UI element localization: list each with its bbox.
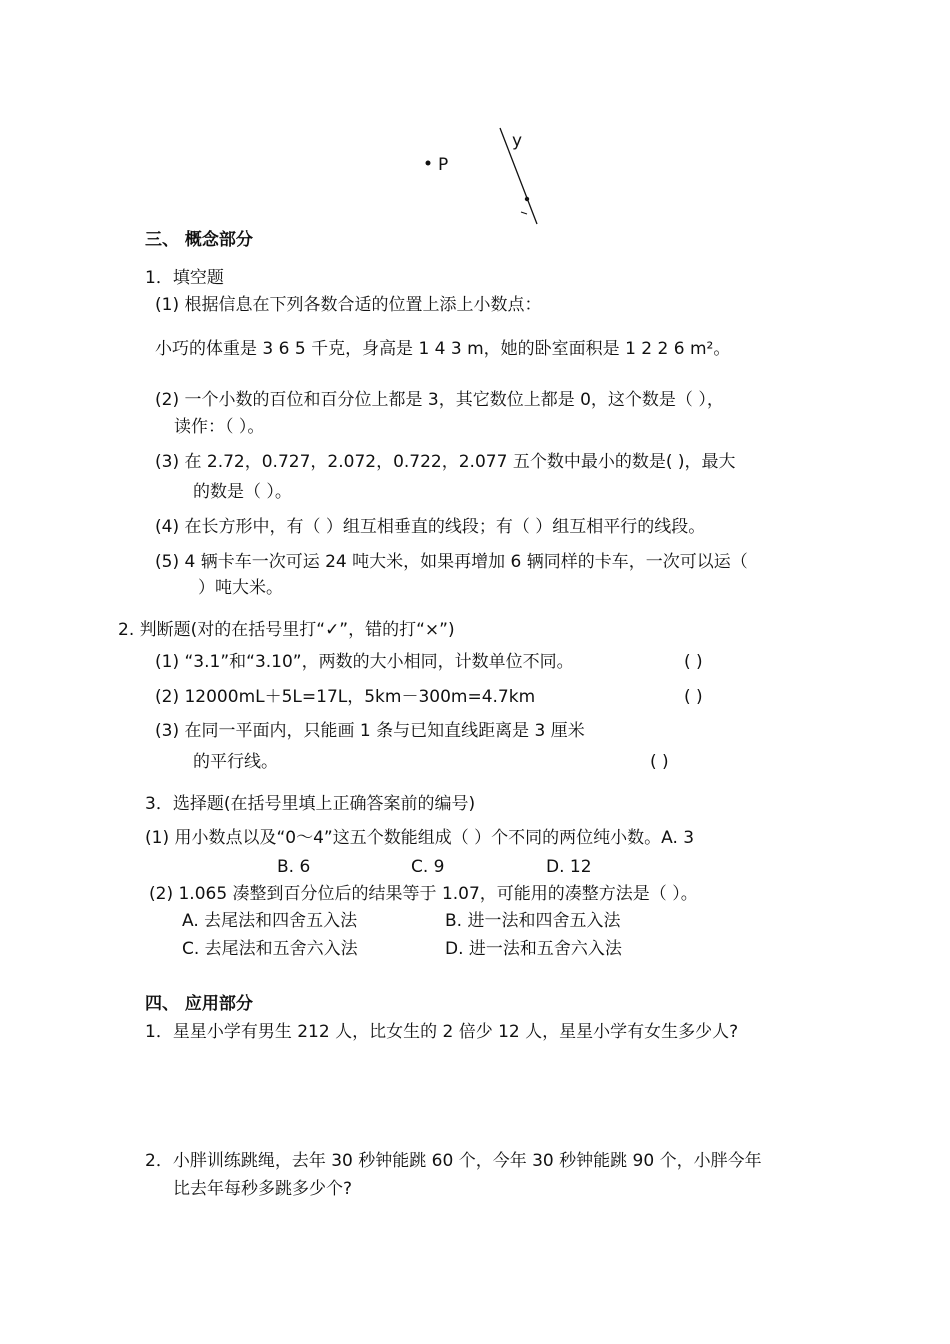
q3-p2-option-c: C. 去尾法和五舍六入法 [182,939,358,959]
s4-q2-b: 比去年每秒多跳多少个? [173,1179,353,1199]
section4-title: 四、 应用部分 [145,994,253,1014]
q2-p3-b: 的平行线。 [193,752,278,772]
q1-p1: (1) 根据信息在下列各数合适的位置上添上小数点： [155,295,542,315]
q1-p2-a: (2) 一个小数的百位和百分位上都是 3，其它数位上都是 0，这个数是（ ）， [155,390,724,410]
s4-q1: 1．星星小学有男生 212 人，比女生的 2 倍少 12 人，星星小学有女生多少人? [145,1022,739,1042]
section3-title: 三、 概念部分 [145,230,253,250]
line-y-label: y [512,131,523,151]
q1-p1-line: 小巧的体重是 3 6 5 千克，身高是 1 4 3 m，她的卧室面积是 1 2 2 6 m²。 [155,339,731,359]
q1-title: 1．填空题 [145,268,224,288]
q1-p3-a: (3) 在 2.72，0.727，2.072，0.722，2.077 五个数中最小的数是( )，最大 [155,452,736,472]
q2-title: 2. 判断题(对的在括号里打“✓”，错的打“×”) [118,620,455,640]
q3-p2-option-b: B. 进一法和四舍五入法 [445,911,621,931]
q3-p2-option-a: A. 去尾法和四舍五入法 [182,911,358,931]
q3-p1-option-b: B. 6 [277,857,311,877]
q3-p2: (2) 1.065 凑整到百分位后的结果等于 1.07，可能用的凑整方法是（ ）。 [149,884,698,904]
q2-p1-blank: ( ) [684,652,703,672]
q2-p2-blank: ( ) [684,687,703,707]
q3-title: 3．选择题(在括号里填上正确答案前的编号) [145,794,476,814]
q3-p1: (1) 用小数点以及“0～4”这五个数能组成（ ）个不同的两位纯小数。A. 3 [145,828,695,848]
point-p-label: P [438,155,449,175]
q1-p5-a: (5) 4 辆卡车一次可运 24 吨大米，如果再增加 6 辆同样的卡车，一次可以运（ [155,552,748,572]
q3-p2-option-d: D. 进一法和五舍六入法 [445,939,622,959]
s4-q2-a: 2．小胖训练跳绳，去年 30 秒钟能跳 60 个，今年 30 秒钟能跳 90 个，小胖今年 [145,1151,762,1171]
q3-p1-option-c: C. 9 [411,857,445,877]
q1-p4: (4) 在长方形中，有（ ）组互相垂直的线段；有（ ）组互相平行的线段。 [155,517,706,537]
q1-p3-b: 的数是（ ）。 [193,482,292,502]
q2-p2: (2) 12000mL＋5L=17L，5km－300m=4.7km [155,687,536,707]
point-p-dot [426,161,431,166]
q3-p1-option-d: D. 12 [546,857,592,877]
q2-p3-a: (3) 在同一平面内，只能画 1 条与已知直线距离是 3 厘米 [155,721,585,741]
geometry-figure [420,120,560,230]
q2-p3-blank: ( ) [650,752,669,772]
q1-p2-b: 读作：（ ）。 [174,417,265,437]
q2-p1: (1) “3.1”和“3.10”，两数的大小相同，计数单位不同。 [155,652,574,672]
line-tick-mark [521,212,527,214]
q1-p5-b: ）吨大米。 [198,578,283,598]
line-point-dot [525,197,529,201]
